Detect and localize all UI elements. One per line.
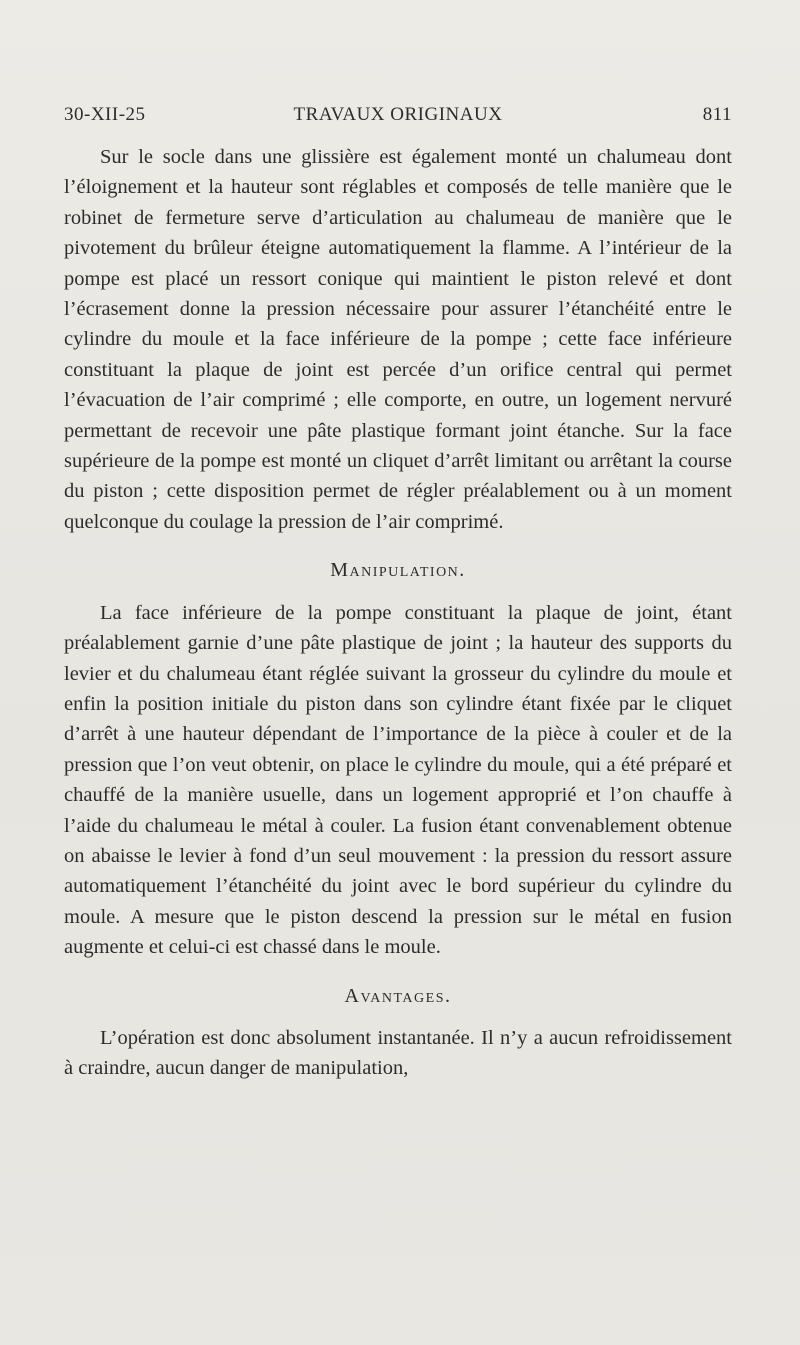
page-number: 811 xyxy=(702,104,732,125)
paragraph-1: Sur le socle dans une glissière est également monté un chalumeau dont l’éloignement et la hauteur sont réglables et composés de telle manière que le robinet de fermeture serve d’articulation au chalumeau de manière que le pivotement du brûleur éteigne automatiquement la flamme. A l’intérieur de la pompe est placé un ressort conique qui maintient le piston relevé et dont l’écrasement donne la pression nécessaire pour assurer l’étanchéité entre le cylindre du moule et la face inférieure de la pompe ; cette face inférieure constituant la plaque de joint est percée d’un orifice central qui permet l’évacuation de l’air comprimé ; elle comporte, en outre, un logement nervuré permettant de recevoir une pâte plastique formant joint étanche. Sur la face supérieure de la pompe est monté un cliquet d’arrêt limitant ou arrêtant la course du piston ; cette disposition permet de régler préalablement ou à un moment quelconque du coulage la pression de l’air comprimé. xyxy=(64,146,732,533)
running-header xyxy=(64,104,732,134)
section-title-avantages: Avantages. xyxy=(344,984,452,1007)
paragraph-3: L’opération est donc absolument instantanée. Il n’y a aucun refroidissement à craindre, aucun danger de manipulation, xyxy=(64,1026,732,1080)
header-date: 30-XII-25 xyxy=(64,104,146,125)
body-text xyxy=(64,142,732,1084)
header-title: TRAVAUX ORIGINAUX xyxy=(293,104,503,125)
section-title-manipulation: Manipulation. xyxy=(330,559,466,582)
paragraph-2: La face inférieure de la pompe constituant la plaque de joint, étant préalablement garnie d’une pâte plastique de joint ; la hauteur des supports du levier et du chalumeau étant réglée suivant la grosseur du cylindre du moule et enfin la position initiale du piston dans son cylindre étant fixée par le cliquet d’arrêt à une hauteur dépendant de l’importance de la pièce à couler et de la pression que l’on veut obtenir, on place le cylindre du moule, qui a été préparé et chauffé de la manière usuelle, dans un logement approprié et l’on chauffe à l’aide du chalumeau le métal à couler. La fusion étant convenablement obtenue on abaisse le levier à fond d’un seul mouvement : la pression du ressort assure automatiquement l’étanchéité du joint avec le bord supérieur du cylindre du moule. A mesure que le piston descend la pression sur le métal en fusion augmente et celui-ci est chassé dans le moule. xyxy=(64,601,732,959)
